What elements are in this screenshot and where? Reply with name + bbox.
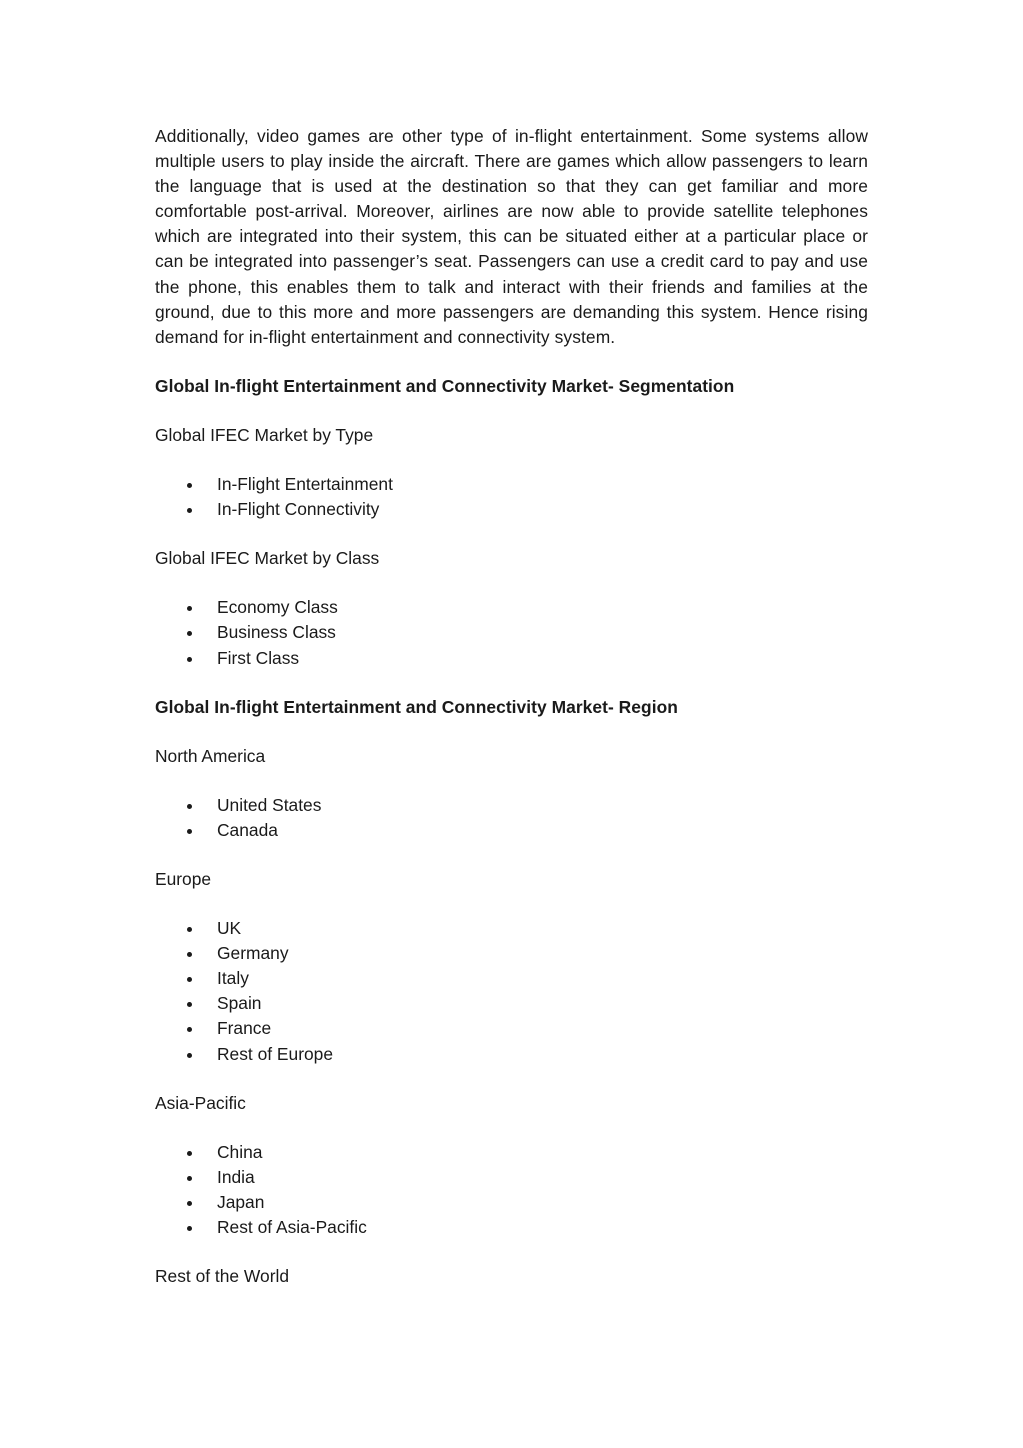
intro-paragraph: Additionally, video games are other type of in-flight entertainment. Some systems allow multiple users to play inside the aircraft. There are games which allow passengers to learn the language that is used at the destination so that they can get familiar and more comfortable post-arrival. Moreover, airlines are now able to provide satellite telephones which are integrated into their system, this can be situated either at a particular place or can be integrated into passenger’s seat. Passengers can use a credit card to pay and use the phone, this enables them to talk and interact with their friends and families at the ground, due to this more and more passengers are demanding this system. Hence rising demand for in-flight entertainment and connectivity system. (155, 126, 868, 347)
bullet-icon (187, 606, 192, 611)
bullet-icon (187, 804, 192, 809)
list-item: Economy Class (155, 595, 868, 620)
list-item: Business Class (155, 620, 868, 645)
list-item: Rest of Europe (155, 1042, 868, 1067)
class-list (155, 595, 868, 670)
north-america-label: North America (155, 745, 266, 766)
list-item: In-Flight Entertainment (155, 472, 868, 497)
asia-pacific-label: Asia-Pacific (155, 1092, 246, 1113)
list-item: UK (155, 916, 868, 941)
bullet-icon (187, 483, 192, 488)
segmentation-heading: Global In-flight Entertainment and Connectivity Market- Segmentation (155, 375, 735, 396)
bullet-icon (187, 631, 192, 636)
bullet-icon (187, 1176, 192, 1181)
document-page (155, 124, 868, 1289)
asia-pacific-list (155, 1140, 868, 1240)
bullet-icon (187, 977, 192, 982)
bullet-icon (187, 1226, 192, 1231)
bullet-icon (187, 829, 192, 834)
list-item: United States (155, 793, 868, 818)
bullet-icon (187, 1151, 192, 1156)
list-item: Canada (155, 818, 868, 843)
bullet-icon (187, 927, 192, 932)
list-item: China (155, 1140, 868, 1165)
list-item: Rest of Asia-Pacific (155, 1215, 868, 1240)
list-item: Japan (155, 1190, 868, 1215)
bullet-icon (187, 1002, 192, 1007)
rest-of-world-label: Rest of the World (155, 1266, 290, 1287)
bullet-icon (187, 1201, 192, 1206)
region-heading: Global In-flight Entertainment and Connectivity Market- Region (155, 696, 678, 717)
list-item: First Class (155, 646, 868, 671)
europe-label: Europe (155, 868, 212, 889)
type-list (155, 472, 868, 522)
bullet-icon (187, 657, 192, 662)
bullet-icon (187, 508, 192, 513)
bullet-icon (187, 952, 192, 957)
north-america-list (155, 793, 868, 843)
list-item: France (155, 1016, 868, 1041)
list-item: Italy (155, 966, 868, 991)
type-label: Global IFEC Market by Type (155, 424, 374, 445)
bullet-icon (187, 1053, 192, 1058)
list-item: Spain (155, 991, 868, 1016)
class-label: Global IFEC Market by Class (155, 548, 380, 569)
bullet-icon (187, 1027, 192, 1032)
list-item: India (155, 1165, 868, 1190)
list-item: Germany (155, 941, 868, 966)
list-item: In-Flight Connectivity (155, 497, 868, 522)
europe-list (155, 916, 868, 1067)
